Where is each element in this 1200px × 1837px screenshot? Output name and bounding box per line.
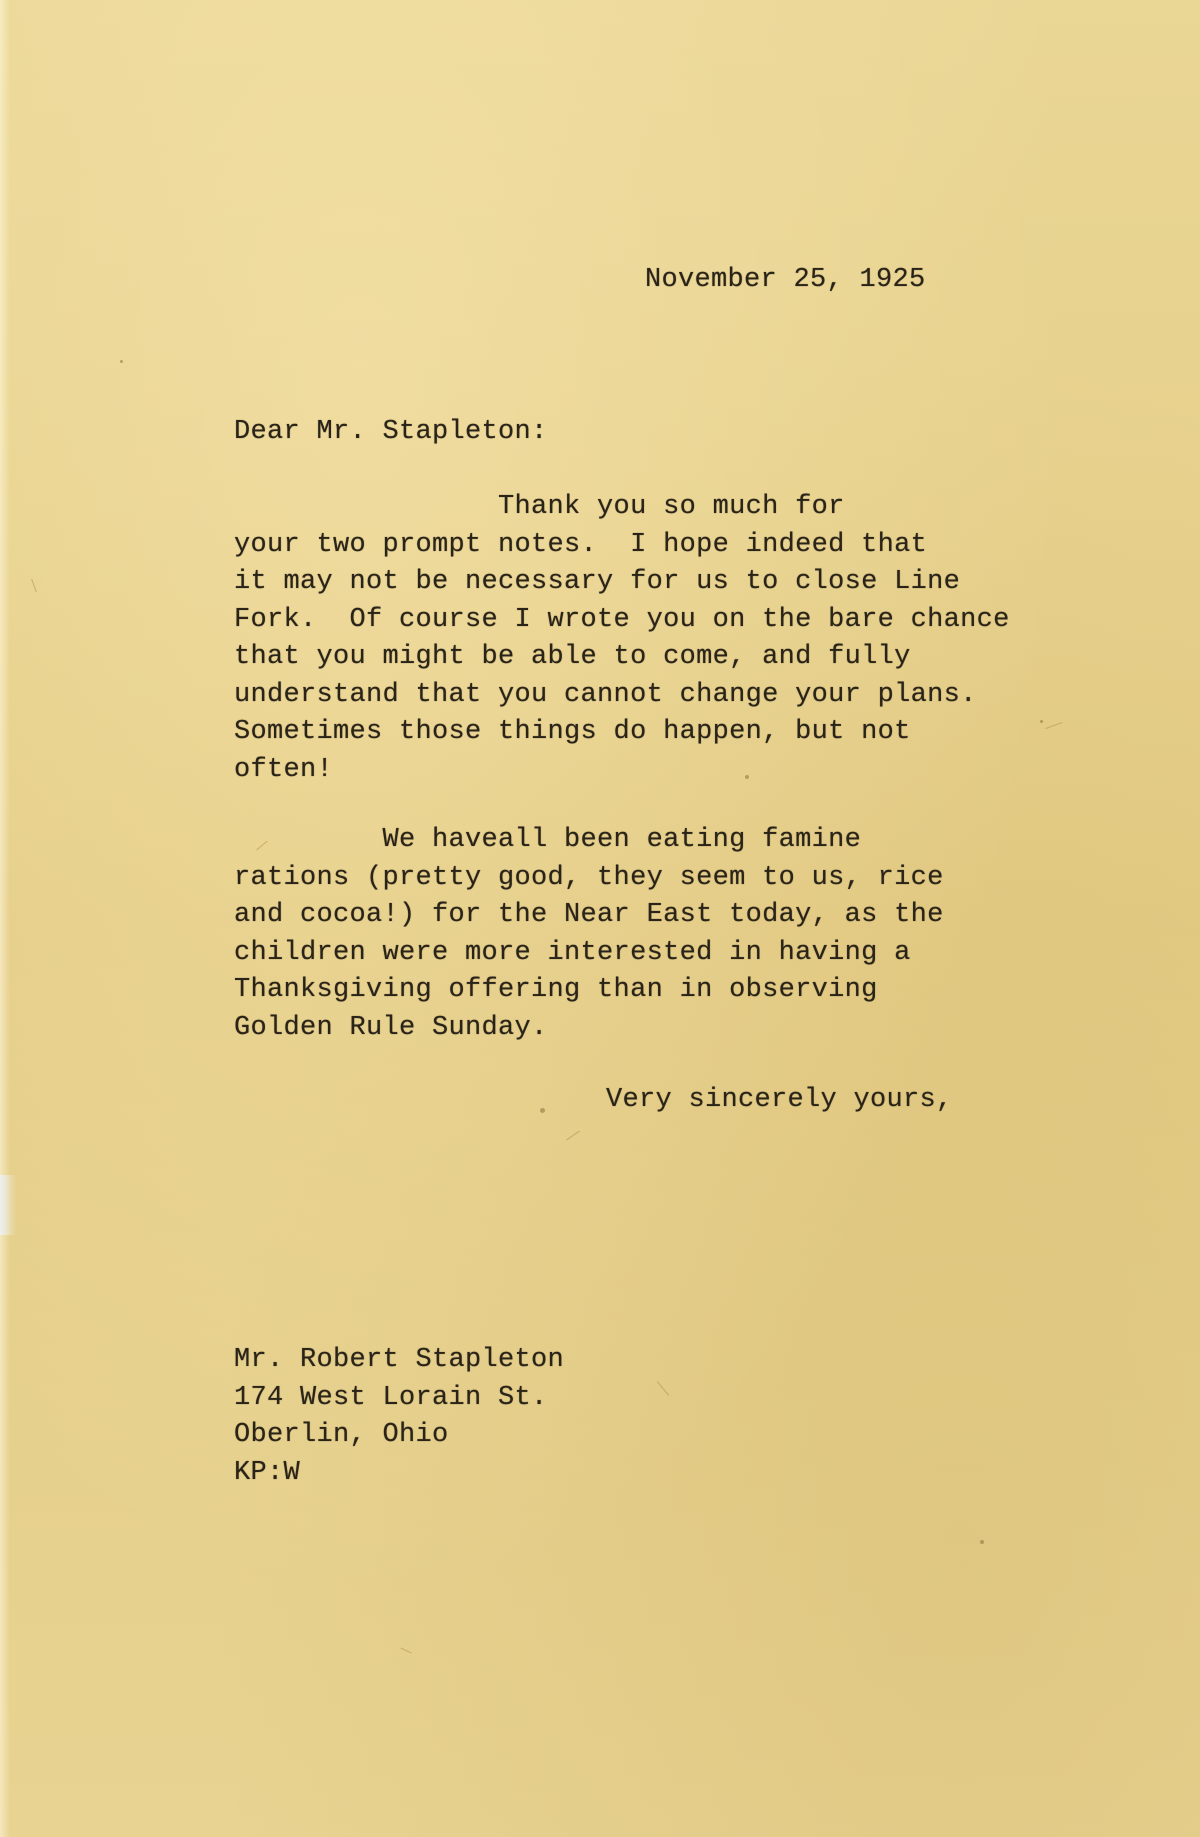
paragraph-line: We haveall been eating famine <box>234 825 862 855</box>
paper-fiber <box>1045 722 1062 729</box>
address-line: Oberlin, Ohio <box>234 1420 449 1450</box>
letter-paragraph-1 <box>234 489 1010 789</box>
paragraph-line: understand that you cannot change your plans. <box>234 679 977 710</box>
paragraph-line: it may not be necessary for us to close Line <box>234 567 961 597</box>
paragraph-line: Golden Rule Sunday. <box>234 1012 548 1043</box>
paper-speck <box>980 1540 984 1544</box>
paper-fiber <box>400 1648 411 1654</box>
paragraph-line: your two prompt notes. I hope indeed that <box>234 529 928 560</box>
paragraph-line: Thank you so much for <box>234 492 845 522</box>
paper-fiber <box>657 1381 669 1395</box>
paragraph-line: Fork. Of course I wrote you on the bare chance <box>234 604 1010 635</box>
paragraph-line: that you might be able to come, and fully <box>234 642 911 672</box>
paragraph-line: Thanksgiving offering than in observing <box>234 975 878 1005</box>
paper-fiber <box>31 579 37 592</box>
recipient-address <box>234 1342 564 1492</box>
paper-speck <box>540 1108 545 1113</box>
paragraph-line: rations (pretty good, they seem to us, rice <box>234 862 944 893</box>
paragraph-line: often! <box>234 754 334 785</box>
letter-salutation: Dear Mr. Stapleton: <box>234 417 548 447</box>
paper-speck <box>120 360 123 363</box>
letter-date: November 25, 1925 <box>645 265 926 295</box>
paper-speck <box>1040 720 1043 723</box>
paragraph-line: and cocoa!) for the Near East today, as the <box>234 900 944 930</box>
address-line: 174 West Lorain St. <box>234 1382 548 1413</box>
reference-initials: KP:W <box>234 1457 301 1488</box>
paragraph-line: Sometimes those things do happen, but not <box>234 717 911 747</box>
paragraph-line: children were more interested in having a <box>234 937 911 968</box>
letter-closing: Very sincerely yours, <box>606 1085 953 1115</box>
paper-tear <box>0 1175 16 1235</box>
letter-paragraph-2 <box>234 822 944 1047</box>
address-line: Mr. Robert Stapleton <box>234 1345 565 1375</box>
paper-fiber <box>566 1131 580 1141</box>
paper-edge <box>0 0 10 1837</box>
